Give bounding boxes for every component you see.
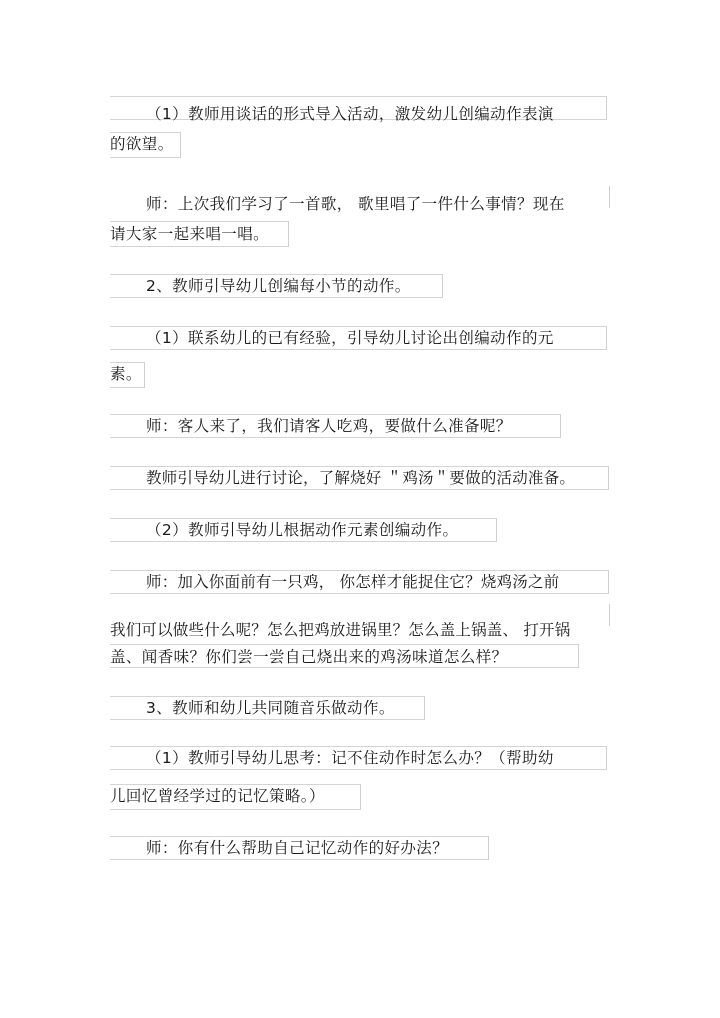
line-frame bbox=[609, 604, 610, 626]
text-line: 素。 bbox=[110, 365, 142, 383]
text-line: 师：客人来了，我们请客人吃鸡，要做什么准备呢？ bbox=[146, 417, 512, 435]
text-line: （1）教师引导幼儿思考：记不住动作时怎么办？（帮助幼 bbox=[146, 749, 554, 767]
line-frame bbox=[609, 186, 610, 208]
text-line: （2）教师引导幼儿根据动作元素创编动作。 bbox=[146, 521, 459, 539]
text-line: 教师引导幼儿进行讨论，了解烧好 ＂鸡汤＂要做的活动准备。 bbox=[146, 469, 576, 487]
text-line: （1）联系幼儿的已有经验，引导幼儿讨论出创编动作的元 bbox=[146, 329, 554, 347]
text-line: （1）教师用谈话的形式导入活动，激发幼儿创编动作表演 bbox=[146, 105, 554, 123]
text-line: 师：加入你面前有一只鸡， 你怎样才能捉住它？烧鸡汤之前 bbox=[146, 573, 560, 591]
text-line: 我们可以做些什么呢？怎么把鸡放进锅里？怎么盖上锅盖、 打开锅 bbox=[110, 621, 571, 639]
text-line: 盖、闻香味？你们尝一尝自己烧出来的鸡汤味道怎么样？ bbox=[110, 648, 508, 666]
text-line: 师：上次我们学习了一首歌， 歌里唱了一件什么事情？现在 bbox=[146, 195, 565, 213]
section-heading: 2、教师引导幼儿创编每小节的动作。 bbox=[146, 277, 411, 295]
text-line: 师：你有什么帮助自己记忆动作的好办法？ bbox=[146, 839, 449, 857]
text-line: 的欲望。 bbox=[110, 135, 174, 153]
text-line: 请大家一起来唱一唱。 bbox=[110, 225, 270, 243]
text-line: 儿回忆曾经学过的记忆策略。） bbox=[110, 787, 325, 805]
section-heading: 3、教师和幼儿共同随音乐做动作。 bbox=[146, 699, 395, 717]
